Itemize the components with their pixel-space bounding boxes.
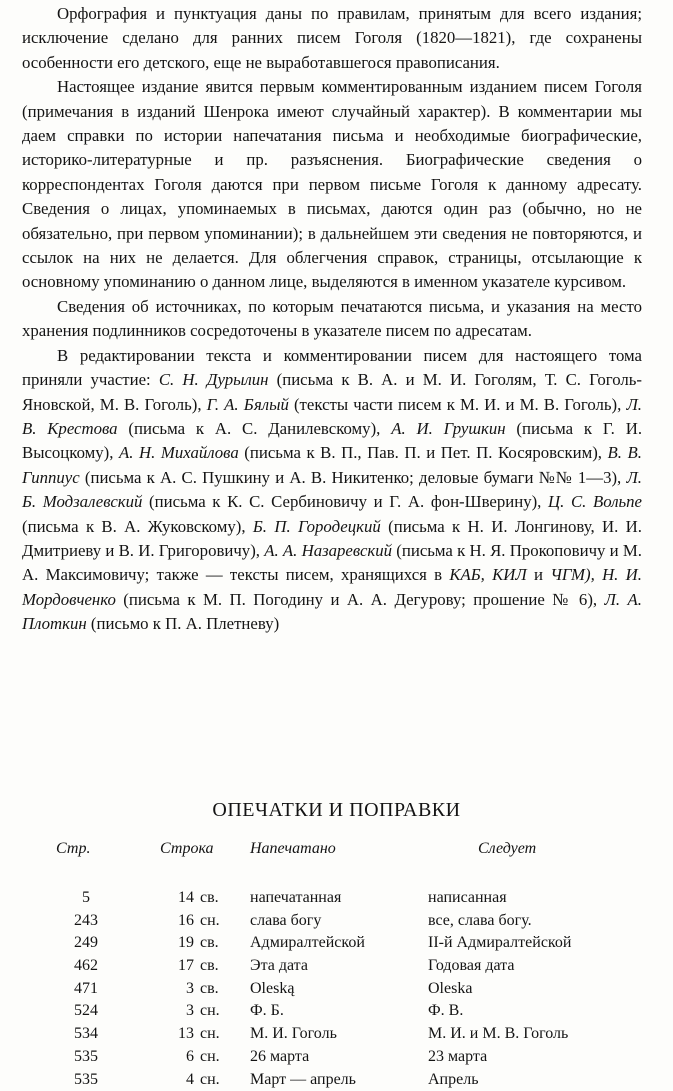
errata-line: 4	[186, 1070, 194, 1088]
paragraph-text: Настоящее издание явится первым комментированным изданием писем Гоголя (примечания в изданий Шенрока имеют случайный характер). В комментарии мы даем справки по истории напечатания письма и необходимые биографические, историко-литературные и пр. разъяснения. Биографические сведения о корреспондентах Гоголя даются при первом письме Гоголя к данному адресату. Сведения о лицах, упоминаемых в письмах, даются один раз (обычно, но не обязательно, при первом упоминании); в дальнейшем эти сведения не повторяются, и ссылок на них не делается. Для облегчения справок, страницы, отсылающие к основному упоминанию о данном лице, выделяются в именном указателе курсивом.	[22, 77, 642, 292]
errata-line-position: св.	[200, 889, 219, 907]
errata-printed: Ф. Б.	[250, 1002, 284, 1020]
header-printed: Напечатано	[250, 840, 336, 857]
errata-line-position: сн.	[200, 1002, 220, 1020]
paragraph-text: Сведения об источниках, по которым печатаются письма, и указания на место хранения подлинников сосредоточены в указателе писем по адресатам.	[22, 296, 642, 341]
errata-correction: написанная	[428, 889, 507, 907]
errata-line-position: сн.	[200, 1025, 220, 1043]
errata-correction: М. И. и М. В. Гоголь	[428, 1025, 569, 1043]
errata-line: 19	[178, 934, 194, 952]
errata-page: 249	[74, 934, 98, 952]
contributor-name: Б. П. Городецкий	[252, 516, 381, 536]
contributor-name: КАБ, КИЛ	[449, 565, 527, 585]
paragraph-text: В редактировании текста и комментировании писем для настоящего тома приняли участие:	[22, 345, 642, 390]
paragraph-text: (письма к К. С. Сербиновичу и Г. А. фон-Шверину),	[142, 492, 549, 512]
errata-title: ОПЕЧАТКИ И ПОПРАВКИ	[212, 799, 461, 821]
errata-line-position: сн.	[200, 911, 220, 929]
errata-line: 13	[178, 1025, 194, 1043]
errata-row	[48, 1046, 571, 1069]
errata-row	[48, 887, 571, 910]
errata-page: 535	[74, 1070, 98, 1088]
paragraph-text: (письма к А. С. Данилевскому),	[117, 418, 392, 438]
errata-page: 471	[74, 979, 98, 997]
errata-line: 16	[178, 911, 194, 929]
paragraph-text: (письма к В. А. и М. И. Гоголям, Т. С. Гоголь-Яновской, М. В. Гоголь),	[22, 370, 642, 414]
errata-page: 462	[74, 957, 98, 975]
contributor-name: С. Н. Дурылин	[158, 370, 269, 390]
contributor-name: А. Н. Михайлова	[119, 443, 239, 463]
errata-row	[48, 1023, 571, 1046]
errata-printed: Адмиралтейской	[250, 934, 365, 952]
errata-line-position: сн.	[200, 1070, 220, 1088]
paragraph	[22, 344, 643, 634]
header-should: Следует	[478, 840, 537, 857]
paragraph-text: Орфография и пунктуация даны по правилам, принятым для всего издания; исключение сделано для ранних писем Гоголя (1820—1821), где сохранены особенности его детского, еще не выработавшегося правописания.	[22, 4, 642, 72]
paragraph-text: (письмо к П. А. Плетневу)	[86, 614, 280, 634]
paragraph-text: (письма к В. А. Жуковскому),	[22, 516, 253, 536]
errata-header-row	[48, 834, 571, 864]
paragraph-text: (письма к Н. И. Лонгинову, И. И. Дмитриеву и В. И. Григоровичу),	[22, 516, 642, 560]
errata-correction: Oleska	[428, 979, 473, 997]
contributor-name: Л. Б. Модзалевский	[22, 467, 642, 512]
header-page: Стр.	[56, 840, 91, 857]
errata-printed: Март — апрель	[250, 1070, 356, 1088]
paragraph-text: (письма к А. С. Пушкину и А. В. Никитенко; деловые бумаги №№ 1—3),	[79, 467, 627, 487]
errata-page: 5	[82, 889, 90, 907]
errata-line: 17	[178, 957, 194, 975]
header-line: Строка	[160, 840, 214, 857]
errata-line: 14	[178, 889, 194, 907]
contributor-name: Г. А. Бялый	[206, 394, 289, 414]
errata-row	[48, 955, 571, 978]
errata-correction: Годовая дата	[428, 957, 515, 975]
paragraph	[22, 75, 642, 295]
body-text	[22, 2, 643, 634]
contributor-name: Л. В. Крестова	[22, 394, 642, 438]
paragraph-text: и	[526, 565, 551, 585]
errata-line: 3	[186, 1002, 194, 1020]
paragraph-text: (тексты части писем к М. И. и М. В. Гоголь),	[288, 394, 627, 414]
errata-line-position: св.	[200, 957, 219, 975]
errata-page: 243	[74, 911, 98, 929]
errata-correction: Ф. В.	[428, 1002, 464, 1020]
contributor-name: А. И. Грушкин	[391, 418, 506, 438]
errata-printed: слава богу	[250, 911, 322, 929]
errata-printed: Эта дата	[250, 957, 308, 975]
errata-row	[48, 1068, 571, 1091]
errata-printed: напечатанная	[250, 889, 342, 907]
errata-line: 6	[186, 1047, 194, 1065]
errata-line-position: сн.	[200, 1047, 220, 1065]
errata-printed: М. И. Гоголь	[250, 1025, 337, 1043]
paragraph	[22, 2, 642, 75]
contributor-name: А. А. Назаревский	[264, 540, 393, 560]
errata-printed: 26 марта	[250, 1047, 310, 1065]
paragraph	[22, 295, 642, 344]
contributor-name: Л. А. Плоткин	[22, 589, 642, 634]
errata-line-position: св.	[200, 934, 219, 952]
paragraph-text: (письма к М. П. Погодину и А. А. Дегурову; прошение № 6),	[115, 589, 605, 609]
errata-row	[48, 932, 571, 955]
errata-correction: II-й Адмиралтейской	[428, 934, 572, 952]
errata-correction: все, слава богу.	[428, 911, 532, 929]
errata-line: 3	[186, 979, 194, 997]
errata-table	[48, 834, 571, 1091]
errata-row	[48, 1000, 571, 1023]
errata-page: 534	[74, 1025, 98, 1043]
contributor-name: Ц. С. Вольпе	[548, 492, 643, 512]
errata-row	[48, 977, 571, 1000]
errata-page: 535	[74, 1047, 98, 1065]
errata-printed: Oleską	[250, 979, 295, 997]
errata-page: 524	[74, 1002, 98, 1020]
paragraph-text: (письма к В. П., Пав. П. и Пет. П. Косяровским),	[238, 443, 608, 463]
contributor-name: ЧГМ), Н. И. Мордовченко	[22, 565, 642, 609]
paragraph-text: (письма к Н. Я. Прокоповичу и М. А. Максимовичу; также — тексты писем, хранящихся в	[22, 540, 642, 585]
errata-row	[48, 909, 571, 932]
contributor-name: В. В. Гиппиус	[22, 443, 642, 487]
errata-correction: 23 марта	[428, 1047, 488, 1065]
errata-correction: Апрель	[428, 1070, 479, 1088]
paragraph-text: (письма к Г. И. Высоцкому),	[22, 418, 643, 463]
errata-line-position: св.	[200, 979, 219, 997]
